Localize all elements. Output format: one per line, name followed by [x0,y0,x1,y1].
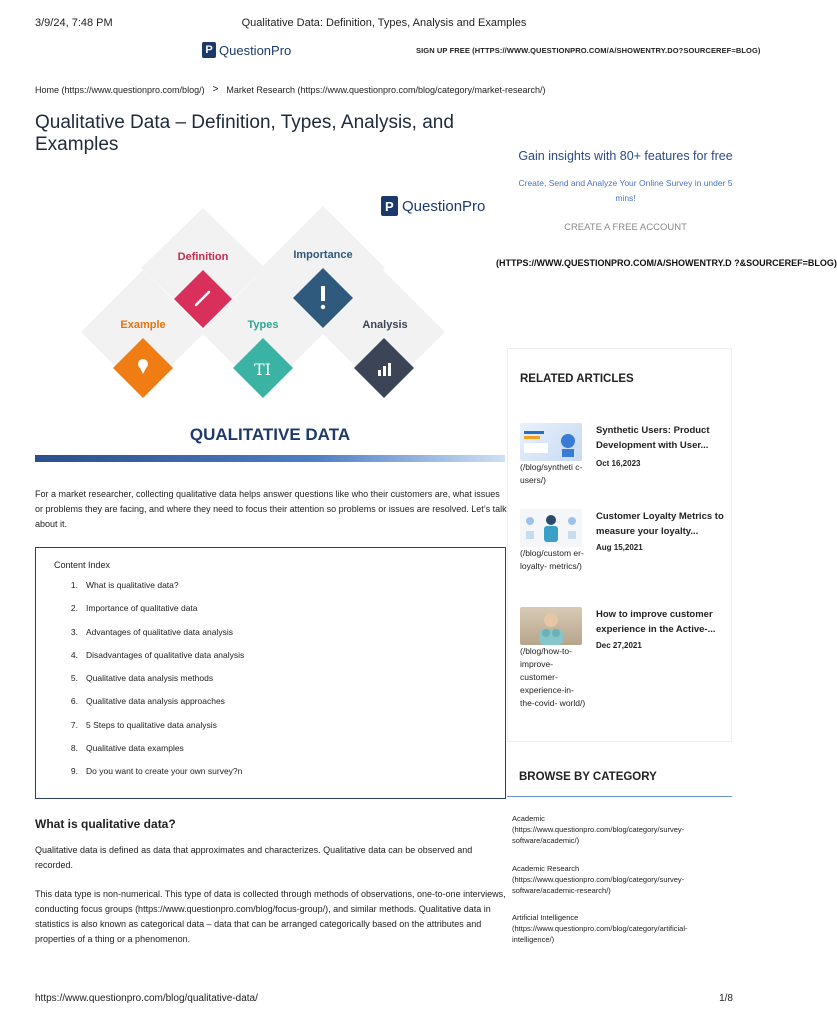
toc-item[interactable]: 7. 5 Steps to qualitative data analysis [70,719,217,730]
description-paragraph: This data type is non-numerical. This type of data is collected through methods of observations, one-to-one interviews, conducting focus groups (https://www.questionpro.com/blog/focus-group/), and similar methods. Qualitative data in statistics is also known as categorical data – data that can be arranged categorically based on the attributes and properties of a thing or a phenomenon. [35,889,506,944]
category-url[interactable]: (https://www.questionpro.com/blog/category/artificial-intelligence/) [512,924,688,944]
promo-heading: Gain insights with 80+ features for free [518,149,733,163]
article-thumbnail[interactable] [520,607,582,645]
related-heading: RELATED ARTICLES [520,373,634,385]
article-title[interactable]: Customer Loyalty Metrics to measure your loyalty... [596,511,724,537]
toc-item[interactable]: 6. Qualitative data analysis approaches [70,696,225,707]
intro-paragraph: For a market researcher, collecting qualitative data helps answer questions like who their customers are, what issues or problems they are facing, and where they need to focus their attention so problems or issues are resolved. Let’s talk about it. [35,489,507,529]
article-link[interactable]: (/blog/syntheti c-users/) [520,462,583,485]
category-link[interactable] [512,863,712,896]
hero-caption: QUALITATIVE DATA [189,425,351,444]
breadcrumb [35,84,546,95]
hero-logo-text: QuestionPro [402,198,486,215]
article-date: Dec 27,2021 [596,641,642,650]
hero-illustration [35,178,505,458]
toc-item[interactable]: 1. What is qualitative data? [70,580,179,590]
category-link[interactable] [512,912,712,945]
print-header [35,17,733,31]
related-articles [507,348,732,742]
hero-label-importance: Importance [293,249,353,261]
browse-heading: BROWSE BY CATEGORY [519,771,657,783]
loyalty-thumbnail-art [520,509,582,547]
breadcrumb-home[interactable]: Home (https://www.questionpro.com/blog/) [35,84,205,95]
promo-subtext: Create, Send and Analyze Your Online Survey in under 5 mins! [518,178,733,203]
article-date: Oct 16,2023 [596,459,641,468]
hero-divider [35,455,505,462]
category-name[interactable]: Academic Research [512,864,580,873]
article-link[interactable]: (/blog/custom er-loyalty- metrics/) [520,548,584,571]
content-index-list [70,580,244,790]
content-index [35,547,506,799]
breadcrumb-category[interactable]: Market Research (https://www.questionpro.com/blog/category/market-research/) [226,84,546,95]
article-thumbnail[interactable] [520,423,582,461]
create-account-url[interactable]: (HTTPS://WWW.QUESTIONPRO.COM/A/SHOWENTRY.D ?&SOURCEREF=BLOG) [496,258,837,268]
browse-divider [507,796,732,797]
toc-item[interactable]: 4. Disadvantages of qualitative data analysis [70,649,245,660]
page-number: 1/8 [719,993,733,1004]
print-doc-title: Qualitative Data: Definition, Types, Analysis and Examples [241,17,527,29]
print-datetime: 3/9/24, 7:48 PM [35,17,113,29]
article-date: Aug 15,2021 [596,543,643,552]
site-logo[interactable] [202,42,291,58]
toc-item[interactable]: 3. Advantages of qualitative data analysis [70,626,233,637]
hero-image [35,178,505,458]
toc-item[interactable]: 2. Importance of qualitative data [70,603,198,614]
create-account-button[interactable]: CREATE A FREE ACCOUNT [564,222,687,233]
exclamation-icon [321,286,325,309]
promo-box [518,148,733,233]
hero-label-types: Types [247,319,279,331]
hero-label-analysis: Analysis [362,319,408,331]
site-header [0,42,768,62]
category-url[interactable]: (https://www.questionpro.com/blog/category/survey-software/academic/) [512,825,685,845]
svg-text:P: P [385,199,394,214]
hero-label-example: Example [120,319,166,331]
content-index-title: Content Index [54,560,111,570]
toc-item[interactable]: 5. Qualitative data analysis methods [70,673,214,684]
chevron-right-icon: > [212,84,219,95]
page-title: Qualitative Data – Definition, Types, Analysis, and Examples [35,112,454,155]
synthetic-users-thumbnail-art [520,423,582,461]
signup-link[interactable]: SIGN UP FREE (HTTPS://WWW.QUESTIONPRO.COM/A/SHOWENTRY.DO?SOURCEREF=BLOG) [416,46,761,55]
definition-paragraph: Qualitative data is defined as data that approximates and characterizes. Qualitative data can be observed and recorded. [35,845,473,870]
toc-item[interactable]: 9. Do you want to create your own survey?n [70,766,243,777]
article-title[interactable]: Synthetic Users: Product Development with User... [596,425,710,451]
questionpro-logo-icon: P [202,42,216,58]
category-name[interactable]: Academic [512,814,545,823]
footer-url: https://www.questionpro.com/blog/qualitative-data/ [35,993,258,1004]
hero-label-definition: Definition [177,251,229,263]
article-title[interactable]: How to improve customer experience in the Active-... [596,609,716,635]
category-link[interactable] [512,813,712,846]
logo-text: QuestionPro [219,42,292,58]
section-heading: What is qualitative data? [35,817,176,831]
article-link[interactable]: (/blog/how-to- improve- customer- experience-in- the-covid- world/) [520,646,586,708]
toc-item[interactable]: 8. Qualitative data examples [70,743,184,754]
print-footer [35,993,733,1005]
category-url[interactable]: (https://www.questionpro.com/blog/category/survey-software/academic-research/) [512,875,685,895]
article-thumbnail[interactable] [520,509,582,547]
customer-experience-thumbnail-art [520,607,582,645]
category-name[interactable]: Artificial Intelligence [512,913,579,922]
text-cursor-icon: TI [254,360,271,379]
hero-logo [381,196,485,216]
